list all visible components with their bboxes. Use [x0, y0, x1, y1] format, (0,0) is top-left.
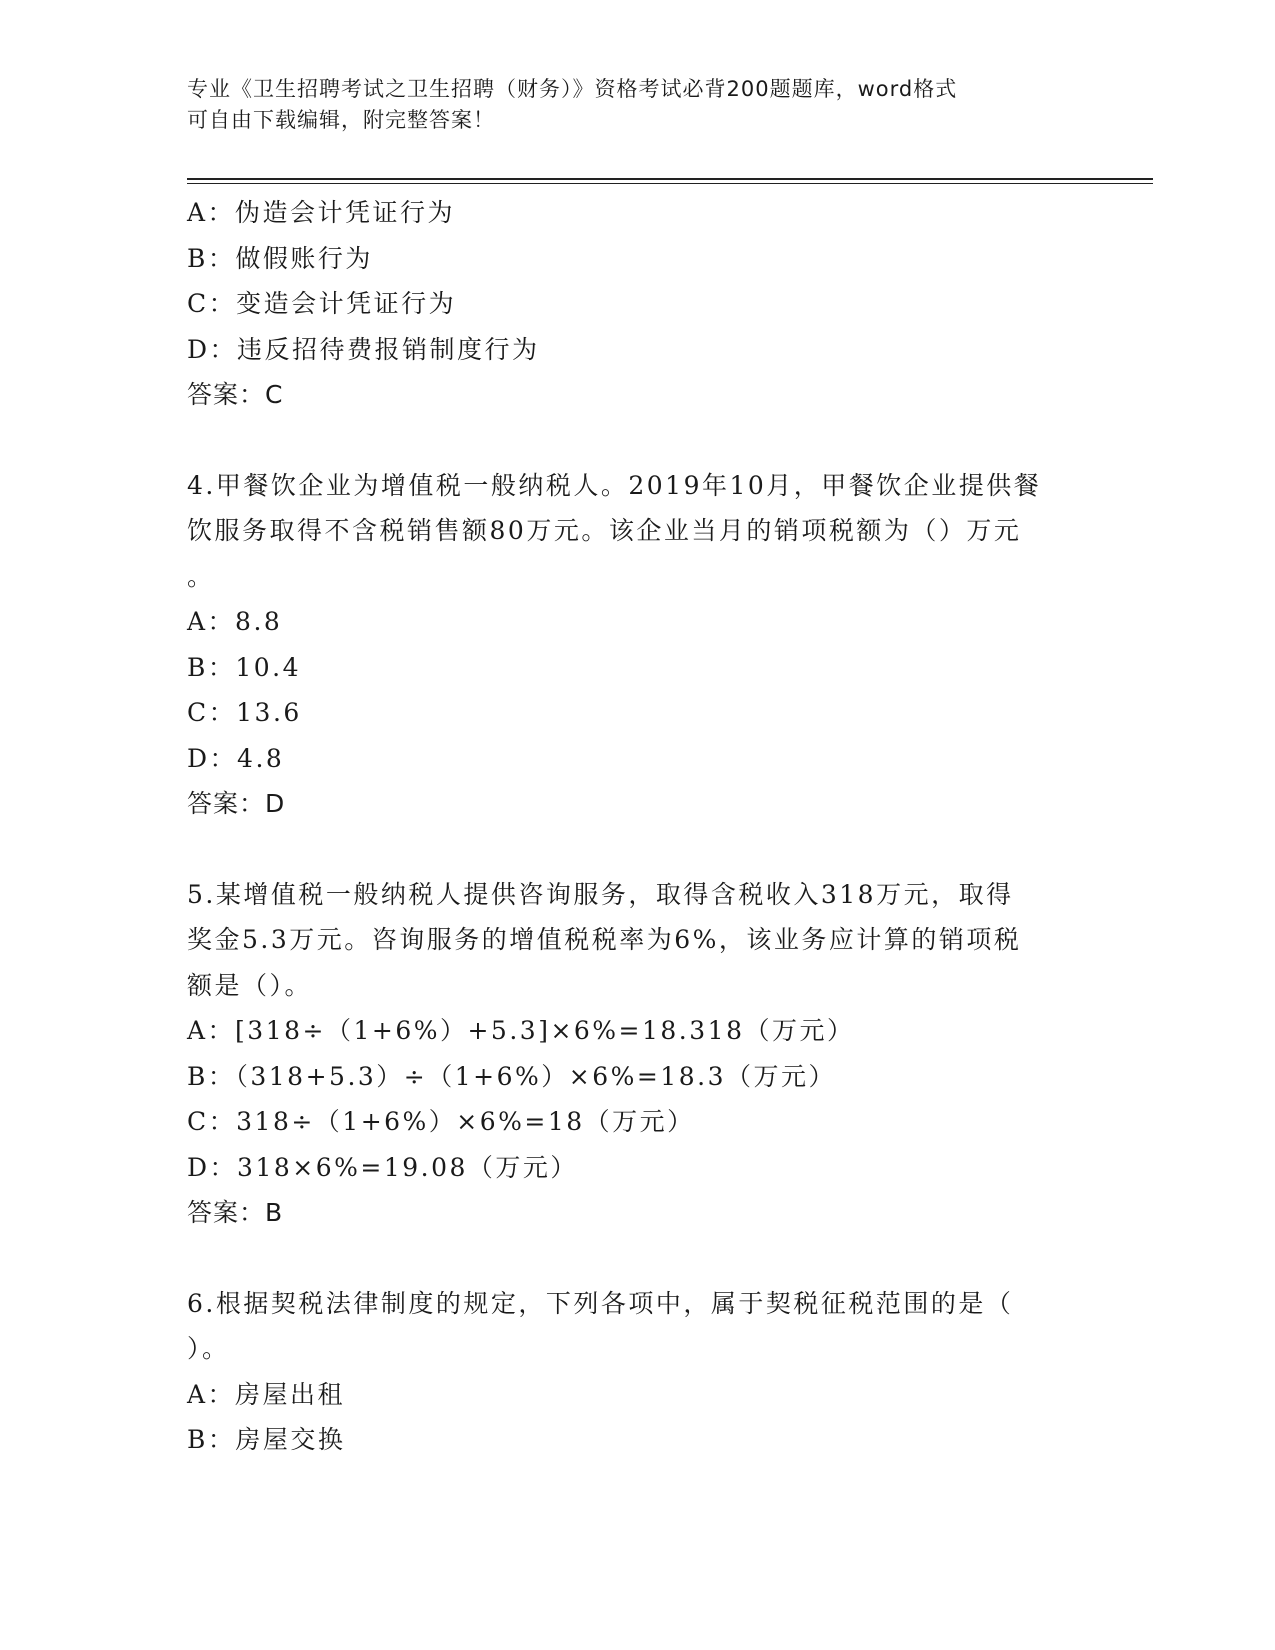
answer-line: 答案：C: [187, 380, 284, 409]
question-stem-line: ）。: [187, 1334, 230, 1363]
document-header: [187, 74, 1087, 136]
question-4: [187, 463, 1087, 827]
spacer: [187, 1236, 1087, 1281]
option-c: C：变造会计凭证行为: [187, 289, 457, 318]
answer-line: 答案：B: [187, 1198, 284, 1227]
header-title-line-2: 可自由下载编辑，附完整答案！: [187, 108, 495, 132]
question-stem-line: 奖金5.3万元。咨询服务的增值税税率为6%，该业务应计算的销项税: [187, 925, 1022, 954]
option-b: B：做假账行为: [187, 243, 373, 273]
option-c: C：318÷（1+6%）×6%=18（万元）: [187, 1107, 695, 1136]
option-a: A：8.8: [187, 607, 283, 636]
option-b: B：10.4: [187, 652, 302, 682]
option-d: D：违反招待费报销制度行为: [187, 334, 540, 364]
option-d: D：318×6%=19.08（万元）: [187, 1152, 578, 1182]
option-a: A：伪造会计凭证行为: [187, 198, 456, 227]
header-divider-thick: [187, 178, 1153, 180]
question-stem-line: 额是（）。: [187, 970, 313, 1000]
header-divider-thin: [187, 183, 1153, 184]
question-stem-line: 饮服务取得不含税销售额80万元。该企业当月的销项税额为（）万元: [187, 516, 1022, 545]
question-3: [187, 190, 1087, 418]
question-stem-line: 5.某增值税一般纳税人提供咨询服务，取得含税收入318万元，取得: [187, 879, 1014, 909]
spacer: [187, 418, 1087, 463]
option-b: B：（318+5.3）÷（1+6%）×6%=18.3（万元）: [187, 1061, 836, 1091]
header-title-line-1: 专业《卫生招聘考试之卫生招聘（财务）》资格考试必背200题题库，word格式: [187, 77, 958, 101]
answer-line: 答案：D: [187, 789, 286, 818]
spacer: [187, 827, 1087, 872]
option-b: B：房屋交换: [187, 1425, 346, 1454]
question-5: [187, 872, 1087, 1236]
option-a: A：房屋出租: [187, 1379, 346, 1409]
document-body: [187, 190, 1087, 1463]
question-6: [187, 1281, 1087, 1463]
option-c: C：13.6: [187, 698, 302, 727]
question-stem-line: 。: [187, 561, 215, 591]
question-stem-line: 4.甲餐饮企业为增值税一般纳税人。2019年10月，甲餐饮企业提供餐: [187, 470, 1042, 500]
question-stem-line: 6.根据契税法律制度的规定，下列各项中，属于契税征税范围的是（: [187, 1288, 1014, 1318]
option-a: A：[318÷（1+6%）+5.3]×6%=18.318（万元）: [187, 1016, 855, 1045]
option-d: D：4.8: [187, 743, 285, 773]
